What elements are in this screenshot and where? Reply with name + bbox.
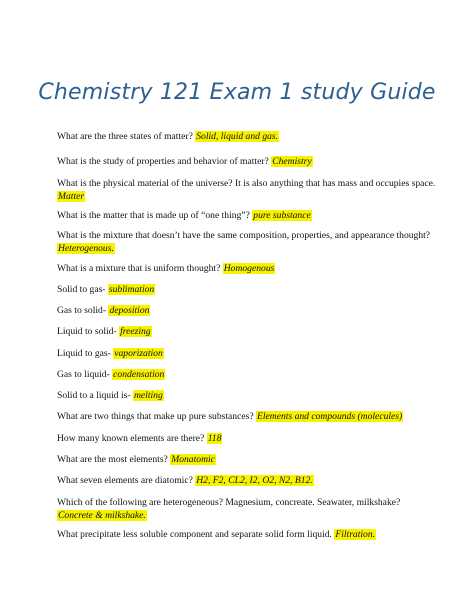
qa-item-diatomic xyxy=(57,475,437,488)
answer-highlight: Homogenous xyxy=(223,263,275,274)
qa-item-vaporization xyxy=(57,348,437,361)
question-text: What is the physical material of the universe? It is also anything that has mass and occupies space. xyxy=(57,178,436,189)
qa-item-deposition xyxy=(57,305,437,318)
qa-item-sublimation xyxy=(57,284,437,297)
question-text: What is a mixture that is uniform thought? xyxy=(57,263,223,274)
question-text: Gas to solid- xyxy=(57,305,109,316)
qa-item-condensation xyxy=(57,369,437,382)
question-text: Gas to liquid- xyxy=(57,369,113,380)
question-text: Which of the following are heterogeneous? Magnesium, concreate. Seawater, milkshake? xyxy=(57,497,401,508)
question-text: How many known elements are there? xyxy=(57,433,207,444)
question-text: What is the matter that is made up of “one thing”? xyxy=(57,210,253,221)
qa-item-matter xyxy=(57,178,437,203)
qa-item-melting xyxy=(57,390,437,403)
answer-highlight: H2, F2, CL2, I2, O2, N2, B12. xyxy=(196,475,313,486)
answer-highlight: 118 xyxy=(207,433,222,444)
answer-highlight: Concrete & milkshake. xyxy=(58,509,146,521)
question-text: What are the three states of matter? xyxy=(57,131,196,142)
qa-item-monatomic xyxy=(57,454,437,467)
answer-highlight: Solid, liquid and gas. xyxy=(196,131,279,142)
answer-highlight: deposition xyxy=(109,305,150,316)
question-text: Solid to gas- xyxy=(57,284,108,295)
answer-highlight: Elements and compounds (molecules) xyxy=(257,411,403,422)
answer-highlight: Monatomic xyxy=(171,454,215,465)
question-text: What is the study of properties and behavior of matter? xyxy=(57,156,272,167)
qa-item-states-of-matter xyxy=(57,131,437,144)
question-text: Solid to a liquid is- xyxy=(57,390,133,401)
question-text: What is the mixture that doesn’t have the same composition, properties, and appearance thought? xyxy=(57,230,431,241)
qa-item-pure-substance xyxy=(57,210,437,223)
qa-item-pure-substances-parts xyxy=(57,411,437,424)
answer-highlight: Chemistry xyxy=(272,156,312,167)
qa-item-homogenous xyxy=(57,263,437,276)
answer-highlight: Matter xyxy=(58,190,85,202)
qa-item-heterogeneous-examples xyxy=(57,497,437,522)
answer-highlight: pure substance xyxy=(253,210,311,221)
qa-item-filtration xyxy=(57,529,437,542)
answer-highlight: freezing xyxy=(120,326,151,337)
document-title: Chemistry 121 Exam 1 study Guide xyxy=(38,80,436,105)
qa-item-freezing xyxy=(57,326,437,339)
qa-item-chemistry xyxy=(57,156,437,169)
answer-highlight: Filtration. xyxy=(335,529,376,540)
answer-highlight: vaporization xyxy=(114,348,163,359)
answer-highlight: melting xyxy=(133,390,163,401)
answer-highlight: condensation xyxy=(113,369,165,380)
answer-highlight: sublimation xyxy=(108,284,155,295)
qa-item-known-elements xyxy=(57,433,437,446)
question-text: Liquid to gas- xyxy=(57,348,114,359)
question-text: What precipitate less soluble component and separate solid form liquid. xyxy=(57,529,335,540)
answer-highlight: Heterogenous. xyxy=(58,242,114,254)
question-text: Liquid to solid- xyxy=(57,326,120,337)
question-text: What are the most elements? xyxy=(57,454,171,465)
question-text: What seven elements are diatomic? xyxy=(57,475,196,486)
qa-item-heterogenous xyxy=(57,230,437,255)
question-text: What are two things that make up pure substances? xyxy=(57,411,257,422)
